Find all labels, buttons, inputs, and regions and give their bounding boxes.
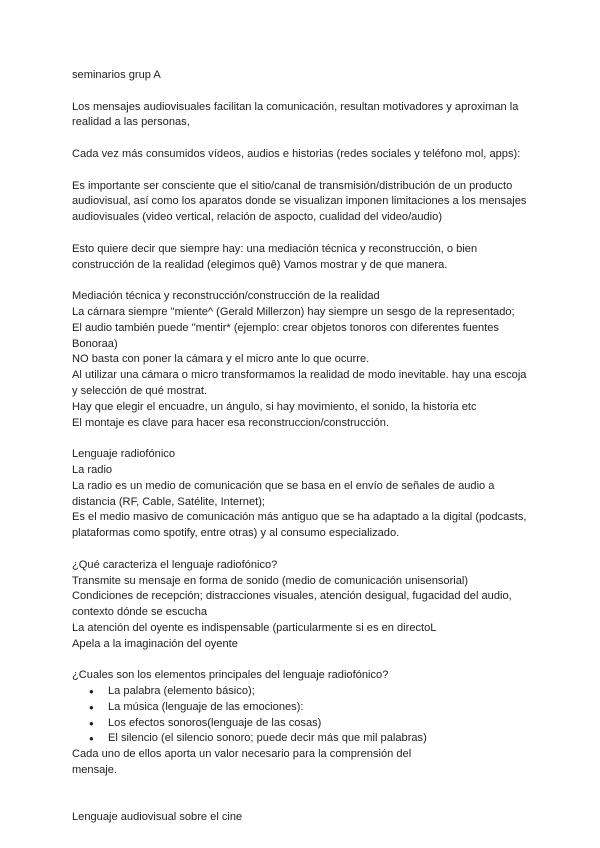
- text-line: Es importante ser consciente que el sitio/canal de transmisión/distribución de un producto: [72, 179, 513, 192]
- text-line: Hay que elegir el encuadre, un ángulo, si hay movimiento, el sonido, la historia etc: [72, 400, 477, 413]
- text-line: Condiciones de recepción; distracciones visuales, atención desigual, fugacidad del audio,: [72, 590, 512, 603]
- paragraph-consumption: [72, 147, 532, 163]
- text-line: Transmite su mensaje en forma de sonido (medio de comunicación unisensorial): [72, 574, 469, 587]
- text-line: construcción de la realidad (elegimos quê) Vamos mostrar y de que manera.: [72, 258, 448, 271]
- text-line: Los mensajes audiovisuales facilitan la comunicación, resultan motivadores y aproximan la: [72, 100, 519, 113]
- section-mediation: [72, 289, 532, 431]
- spacer: [72, 795, 532, 811]
- text-line: realidad a las personas,: [72, 116, 190, 129]
- paragraph-intro: [72, 100, 532, 132]
- text-line: La radio es un medio de comunicación que se basa en el envío de señales de audio a: [72, 479, 495, 492]
- text-line: El audio también puede "mentir* (ejemplo: crear objetos tonoros con diferentes fuentes: [72, 321, 499, 334]
- spacer: [72, 131, 532, 147]
- text-line: NO basta con poner la cámara y el micro ante lo que ocurre.: [72, 353, 370, 366]
- elements-list: [72, 684, 532, 747]
- paragraph-awareness: [72, 179, 532, 226]
- list-item: ● El silencio (el silencio sonoro; puede decir más que mil palabras): [72, 731, 532, 747]
- section-heading: Lenguaje audiovisual sobre el cine: [72, 811, 243, 824]
- spacer: [72, 84, 532, 100]
- text-line: contexto dónde se escucha: [72, 606, 208, 619]
- section-characteristics: [72, 558, 532, 653]
- spacer: [72, 431, 532, 447]
- spacer: [72, 652, 532, 668]
- spacer: [72, 226, 532, 242]
- text-line: La atención del oyente es indispensable (particularmente si es en directoL: [72, 621, 437, 634]
- list-item: ● La música (lenguaje de las emociones):: [72, 700, 532, 716]
- section-heading: Lenguaje radiofónico: [72, 448, 176, 461]
- text-line: mensaje.: [72, 764, 118, 777]
- subsection-heading: La radio: [72, 463, 113, 476]
- text-line: audiovisuales (video vertical, relación de aspocto, cualidad del video/audio): [72, 211, 443, 224]
- text-line: plataformas como spotify, entre otras) y al consumo especializado.: [72, 527, 400, 540]
- text-line: audiovisual, así como los aparatos donde se visualizan imponen limitaciones a los mensajes: [72, 195, 527, 208]
- question-heading: ¿Cuales son los elementos principales del lenguaje radiofónico?: [72, 669, 389, 682]
- text-line: distancia (RF, Cable, Satélite, Internet);: [72, 495, 265, 508]
- section-heading: Mediación técnica y reconstrucción/construcción de la realidad: [72, 290, 380, 303]
- spacer: [72, 542, 532, 558]
- paragraph-mediation-intro: [72, 242, 532, 274]
- text-line: Al utilizar una cámara o micro transformamos la realidad de modo inevitable. hay una escoja: [72, 369, 527, 382]
- paragraph-elements-conclusion: [72, 747, 532, 779]
- document-title: seminarios grup A: [72, 69, 161, 81]
- spacer: [72, 163, 532, 179]
- text-line: Bonoraa): [72, 337, 118, 350]
- text-line: Es el medio masivo de comunicación más antiguo que se ha adaptado a la digital (podcasts,: [72, 511, 527, 524]
- text-line: Apela a la imaginación del oyente: [72, 637, 238, 650]
- text-line: Cada uno de ellos aporta un valor necesario para la comprensión del: [72, 748, 412, 761]
- text-line: El montaje es clave para hacer esa reconstruccion/construcción.: [72, 416, 389, 429]
- text-line: Esto quiere decir que siempre hay: una mediación técnica y reconstrucción, o bien: [72, 242, 478, 255]
- document-body: [72, 68, 532, 826]
- list-item: ● La palabra (elemento básico);: [72, 684, 532, 700]
- spacer: [72, 273, 532, 289]
- question-heading: ¿Qué caracteriza el lenguaje radiofónico?: [72, 558, 278, 571]
- section-radio-language: [72, 447, 532, 542]
- text-line: La cárnara siempre "miente^ (Gerald Millerzon) hay siempre un sesgo de la representado;: [72, 305, 515, 318]
- text-line: y selección de qué mostrat.: [72, 384, 208, 397]
- text-line: Cada vez más consumidos vídeos, audios e historias (redes sociales y teléfono mol, apps):: [72, 147, 521, 160]
- list-item: ● Los efectos sonoros(lenguaje de las cosas): [72, 716, 532, 732]
- spacer: [72, 779, 532, 795]
